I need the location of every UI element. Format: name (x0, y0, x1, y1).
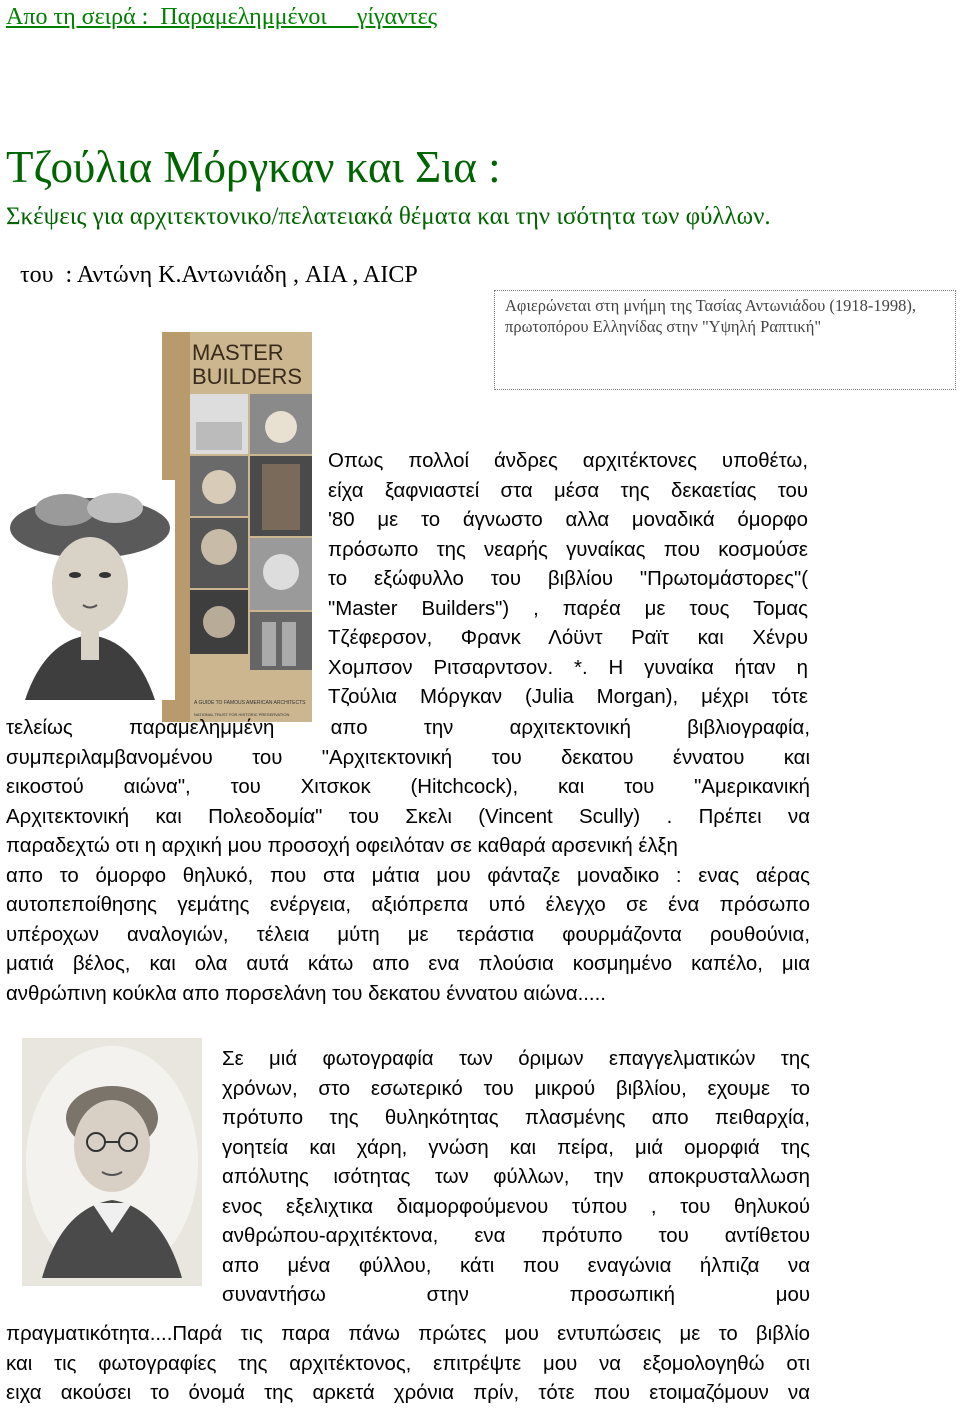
text-line: Αρχιτεκτονική και Πολεοδομία" του Σκελι (Vincent Scully) . Πρέπει να (6, 805, 810, 828)
paragraph2-side-text (222, 1045, 810, 1311)
dedication-line: πρωτοπόρου Ελληνίδας στην "Υψηλή Ραπτική" (505, 317, 822, 336)
text-line: πρόσωπο της νεαρής γυναίκας που κοσμούσε (328, 538, 808, 561)
text-line: Τζέφερσον, Φρανκ Λόϋντ Ραϊτ και Χένρυ (328, 627, 808, 649)
series-link[interactable]: Απο τη σειρά : Παραμελημμένοι γίγαντες (6, 4, 438, 30)
paragraph1-side-text (328, 447, 808, 713)
author-byline: του : Αντώνη Κ.Αντωνιάδη , AIA , AICP (20, 262, 418, 288)
text-line: συναντήσω στην προσωπική μου (222, 1284, 810, 1306)
text-line: πρότυπο της θυληκότητας πλασμένης απο πειθαρχία, (222, 1107, 810, 1129)
text-line: τελείως παραμελημμένη απο την αρχιτεκτονική βιβλιογραφία, (6, 717, 810, 739)
text-line: χρόνων, στο εσωτερικό του μικρού βιβλίου, εχουμε το (222, 1077, 810, 1100)
portrait-illustration (5, 480, 175, 700)
text-line: εικοστού αιώνα", του Χιτσκοκ (Hitchcock), και του "Αμερικανική (6, 776, 810, 798)
text-line: Οπως πολλοί άνδρες αρχιτέκτονες υποθέτω, (328, 450, 808, 472)
text-line: γοητεία και χάρη, γνώση και πείρα, μιά ομορφιά της (222, 1136, 810, 1159)
text-line: "Master Builders") , παρέα με τους Τομας (328, 597, 808, 620)
text-line: συμπεριλαμβανομένου του "Αρχιτεκτονική του δεκατου έννατου και (6, 746, 810, 769)
paragraph2-full-text (6, 1320, 810, 1409)
paragraph1-full-text (6, 714, 810, 1009)
text-line: πραγματικότητα....Παρά τις παρα πάνω πρώτες μου εντυπώσεις με το βιβλίο (6, 1323, 810, 1345)
text-line: αυτοπεποίθησης γεμάτης ενέργεια, αξιόπρεπα υπό έλεγχο σε ένα πρόσωπο (6, 894, 810, 916)
text-line: '80 με το άγνωστο αλλα μοναδικά όμορφο (328, 509, 808, 531)
text-line: το εξώφυλλο του βιβλίου "Πρωτομάστορες"( (328, 568, 808, 590)
text-line: ενος εξελιχτικα διαμορφούμενου τύπου , του θηλυκού (222, 1195, 810, 1218)
book-cover-illustration (162, 332, 312, 722)
text-line: Τζούλια Μόργκαν (Julia Morgan), μέχρι τότε (328, 686, 808, 708)
text-line: απόλυτης ισότητας των φύλλων, την αποκρυσταλλωση (222, 1166, 810, 1188)
text-line: παραδεχτώ οτι η αρχική μου προσοχή οφειλόταν σε καθαρά αρσενική έλξη (6, 835, 678, 857)
dedication-box (494, 290, 956, 390)
text-line: ανθρώπου-αρχιτέκτονα, ενα πρότυπο του αντίθετου (222, 1225, 810, 1247)
text-line: Χομπσον Ριτσαρντσον. *. Η γυναίκα ήταν η (328, 656, 808, 679)
text-line: ματιά βέλος, και ολα αυτά κάτω απο ενα πλούσια κοσμημένο καπέλο, μια (6, 953, 810, 975)
book-title-line1: MASTER (192, 340, 284, 365)
text-line: ανθρώπινη κούκλα απο πορσελάνη του δεκατου έννατου αιώνα..... (6, 982, 606, 1005)
text-line: και τις φωτογραφίες της αρχιτέκτονος, επιτρέψτε μου να εξομολογηθώ οτι (6, 1352, 810, 1375)
text-line: υπέροχων αναλογιών, τέλεια μύτη με τεράστια φουρμάζοντα ρουθούνια, (6, 923, 810, 946)
dedication-line: Αφιερώνεται στη μνήμη της Τασίας Αντωνιάδου (1918-1998), (505, 296, 916, 315)
text-line: ειχα ακούσει το όνομά της αρκετά χρόνια πρίν, τότε που ετοιμαζόμουν να (6, 1382, 810, 1404)
text-line: απο μένα φύλλου, κάτι που εναγώνια ήλπιζα να (222, 1254, 810, 1277)
page-title: Τζούλια Μόργκαν και Σια : (6, 142, 501, 192)
page-subtitle: Σκέψεις για αρχιτεκτονικο/πελατειακά θέματα και την ισότητα των φύλλων. (6, 203, 771, 230)
oval-portrait-image (22, 1038, 202, 1286)
text-line: είχα ξαφνιαστεί στα μέσα της δεκαετίας του (328, 479, 808, 502)
book-cover-image (162, 332, 312, 722)
portrait-with-hat-image (5, 480, 175, 700)
book-publisher: NATIONAL TRUST FOR HISTORIC PRESERVATION (194, 712, 290, 717)
book-footer: A GUIDE TO FAMOUS AMERICAN ARCHITECTS (194, 700, 306, 706)
text-line: Σε μιά φωτογραφία των όριμων επαγγελματικών της (222, 1048, 810, 1070)
oval-portrait-illustration (22, 1038, 202, 1286)
book-title-line2: BUILDERS (192, 364, 303, 389)
text-line: απο το όμορφο θηλυκό, που στα μάτια μου φάνταζε μοναδικο : ενας αέρας (6, 864, 810, 887)
